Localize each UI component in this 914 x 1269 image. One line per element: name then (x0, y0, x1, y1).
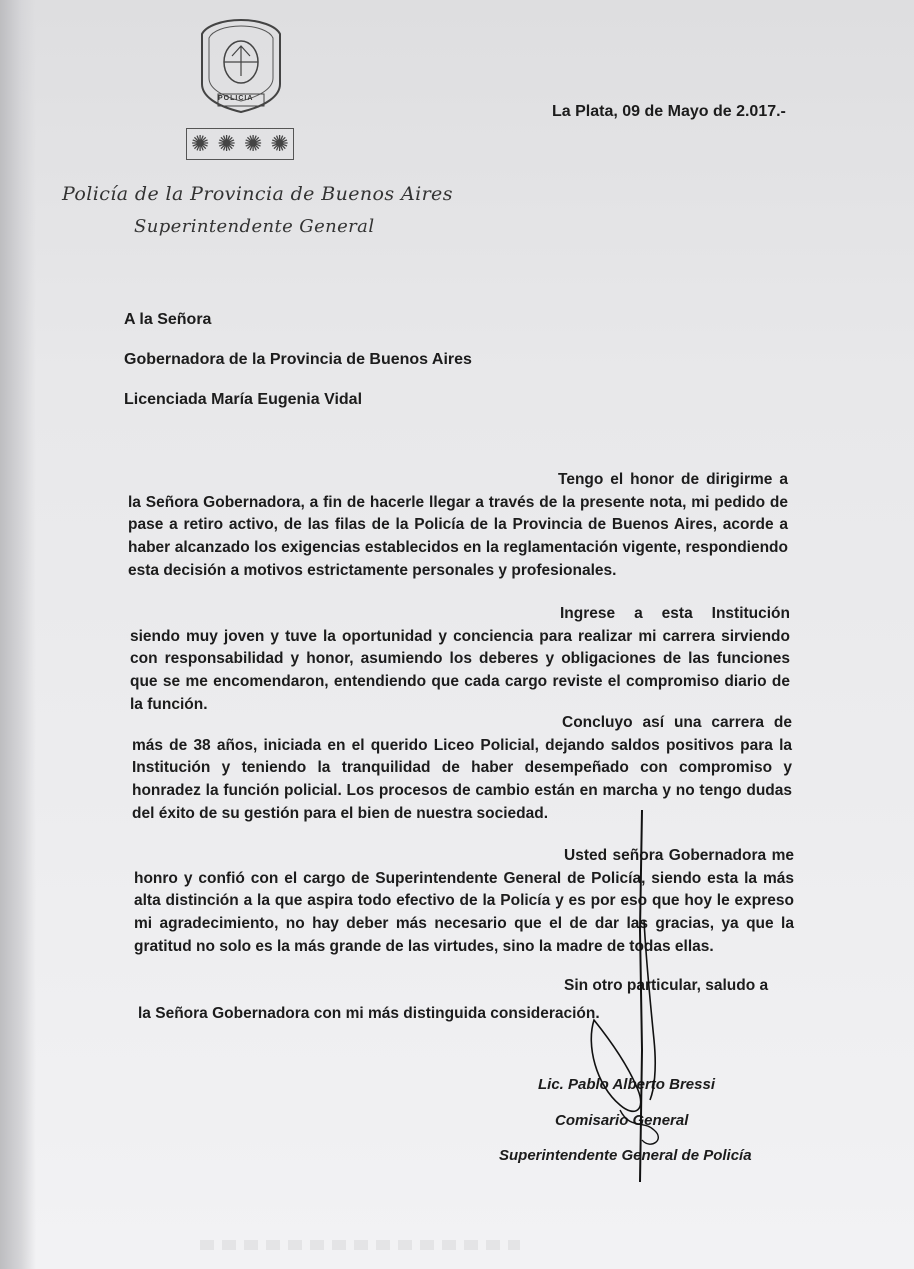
star-icon: ✺ (217, 131, 236, 156)
star-icon: ✺ (270, 131, 289, 156)
department-name: Superintendente General (134, 216, 375, 237)
body-paragraph-4: Usted señora Gobernadora me honro y confió con el cargo de Superintendente General de Policía, siendo esta la más alta distinción a la que aspira todo efectivo de la Policía y es por eso que hoy le expreso mi agradecimiento, no hay deber más necesario que el de dar las gracias, ya que la gratitud no solo es la más grande de las virtudes, sino la madre de todas ellas. (134, 847, 794, 955)
body-paragraph-3: Concluyo así una carrera de más de 38 años, iniciada en el querido Liceo Policial, dejando saldos positivos para la Institución y teniendo la tranquilidad de haber desempeñado con compromiso y honradez la función policial. Los procesos de cambio están en marcha y no tengo dudas del éxito de su gestión para el bien de nuestra sociedad. (132, 714, 792, 822)
letter-date: La Plata, 09 de Mayo de 2.017.- (552, 103, 786, 120)
signer-name: Lic. Pablo Alberto Bressi (538, 1076, 715, 1093)
star-icon: ✺ (244, 131, 263, 156)
closing-text: Sin otro particular, saludo a la Señora Gobernadora con mi más distinguida consideración. (138, 977, 769, 1022)
body-paragraph-2: Ingrese a esta Institución siendo muy joven y tuve la oportunidad y conciencia para realizar mi carrera sirviendo con responsabilidad y honor, asumiendo los deberes y obligaciones de las funciones que se me encomendaron, entendiendo que cada cargo reviste el compromiso diario de la función. (130, 605, 790, 713)
signer-title: Superintendente General de Policía (499, 1147, 752, 1164)
institution-name: Policía de la Provincia de Buenos Aires (62, 183, 453, 205)
recipient-salutation: A la Señora (124, 311, 212, 328)
rank-stars-icon (186, 128, 294, 160)
page-edge-shadow (0, 0, 36, 1269)
faint-bleed-through-text (200, 1240, 520, 1250)
crest-lettering: POLICIA (218, 95, 254, 102)
star-icon: ✺ (191, 131, 210, 156)
recipient-name: Licenciada María Eugenia Vidal (124, 391, 363, 408)
body-paragraph-1: Tengo el honor de dirigirme a la Señora Gobernadora, a fin de hacerle llegar a través de la presente nota, mi pedido de pase a retiro activo, de las filas de la Policía de la Provincia de Buenos Aires, acorde a haber alcanzado los exigencias establecidos en la reglamentación vigente, respondiendo esta decisión a motivos estrictamente personales y profesionales. (128, 471, 788, 579)
signer-rank: Comisario General (555, 1112, 689, 1129)
handwritten-signature (580, 810, 680, 1190)
recipient-position: Gobernadora de la Provincia de Buenos Aires (124, 351, 472, 368)
